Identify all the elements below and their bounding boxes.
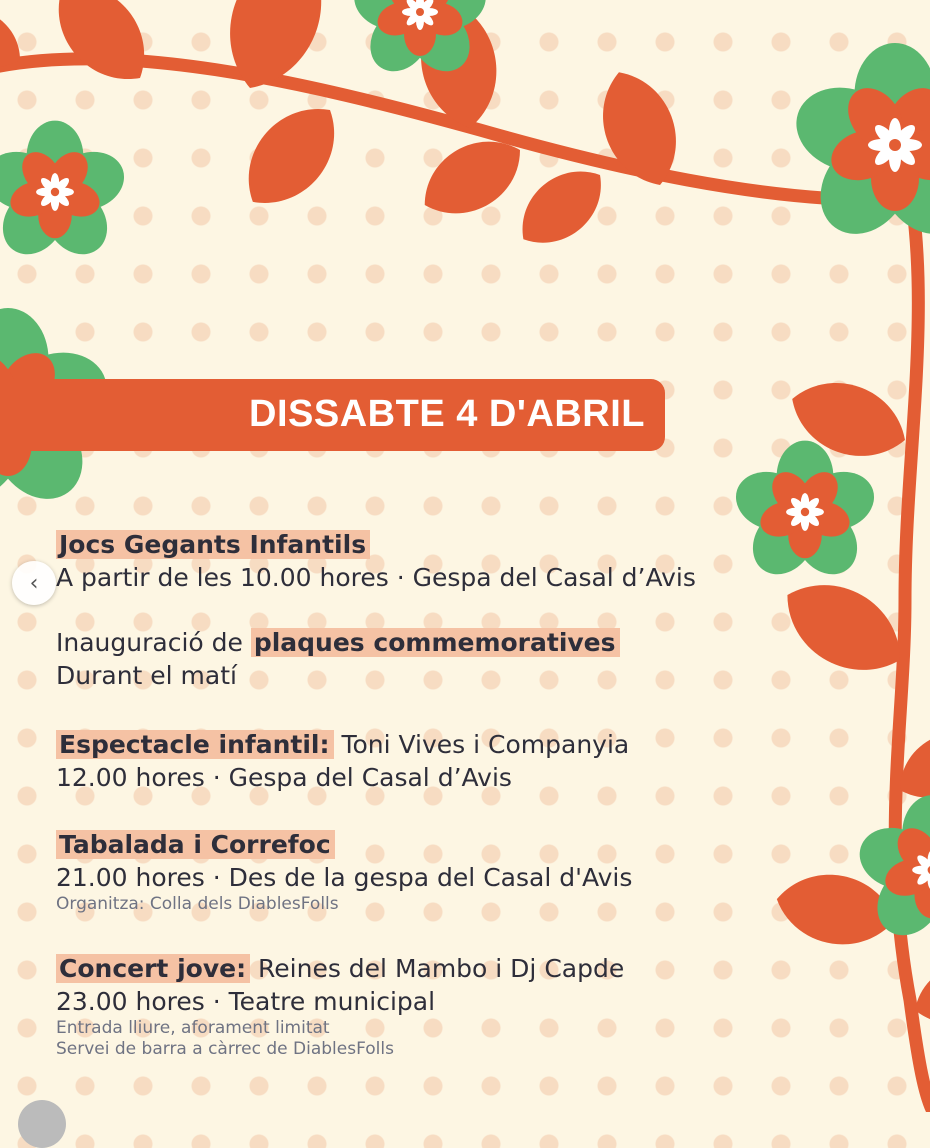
avatar[interactable]	[18, 1100, 66, 1148]
event-note: Servei de barra a càrrec de DiablesFolls	[56, 1039, 394, 1059]
event-note: Entrada lliure, aforament limitat	[56, 1018, 330, 1038]
event-title: Espectacle infantil:	[56, 730, 334, 759]
event-espectacle-infantil	[56, 728, 629, 794]
carousel-prev-button[interactable]	[12, 561, 56, 605]
event-jocs-gegants	[56, 528, 696, 594]
event-performer: Toni Vives i Companyia	[333, 730, 630, 759]
event-details: 23.00 hores · Teatre municipal	[56, 987, 436, 1016]
event-inauguracio	[56, 626, 620, 692]
event-details: A partir de les 10.00 hores · Gespa del Casal d’Avis	[56, 563, 696, 592]
event-prefix: Inauguració de	[56, 628, 251, 657]
date-banner-title: DISSABTE 4 D'ABRIL	[249, 393, 645, 435]
event-title: plaques commemoratives	[251, 628, 620, 657]
event-title: Tabalada i Correfoc	[56, 830, 335, 859]
event-performer: Reines del Mambo i Dj Capde	[250, 954, 625, 983]
date-banner	[0, 379, 665, 451]
event-concert-jove	[56, 952, 624, 1060]
event-note: Organitza: Colla dels DiablesFolls	[56, 894, 339, 914]
event-tabalada-correfoc	[56, 828, 632, 915]
event-details: Durant el matí	[56, 661, 237, 690]
event-details: 21.00 hores · Des de la gespa del Casal d'Avis	[56, 863, 633, 892]
event-title: Jocs Gegants Infantils	[56, 530, 370, 559]
event-title: Concert jove:	[56, 954, 250, 983]
chevron-left-icon: ‹	[29, 570, 39, 596]
event-details: 12.00 hores · Gespa del Casal d’Avis	[56, 763, 512, 792]
